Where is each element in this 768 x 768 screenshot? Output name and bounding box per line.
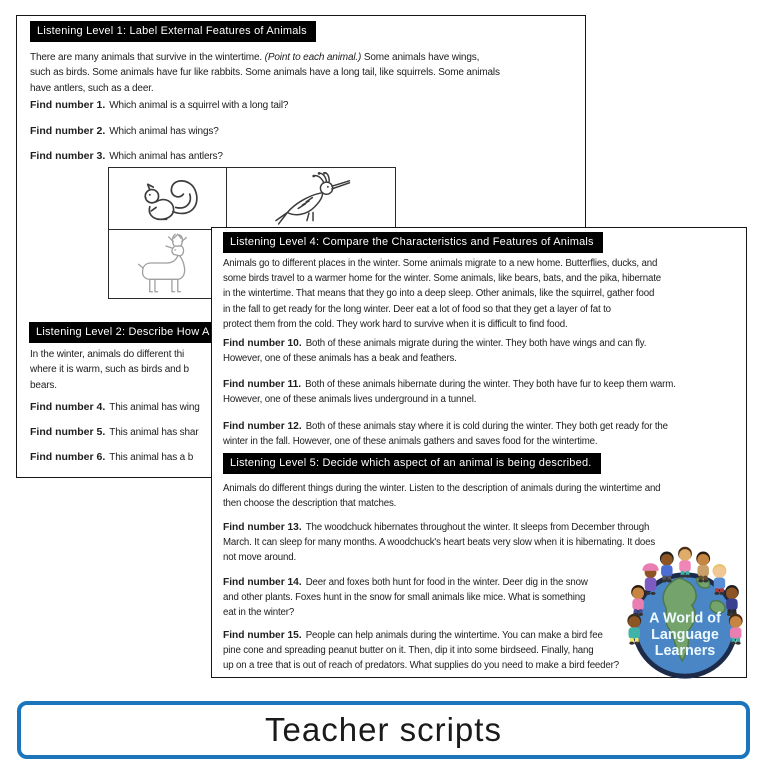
find-text: People can help animals during the wintertime. You can make a bird fee (305, 630, 603, 641)
paragraph-line: in the wintertime. That means that they go into a deep sleep. Other animals, like the squirrel, gather food (223, 288, 655, 300)
find-item-1 (30, 98, 580, 113)
level5-header-label: Listening Level 5: Decide which aspect of an animal is being described. (230, 457, 592, 469)
find-text-line: eat in the winter? (223, 607, 295, 619)
find-text: Both of these animals hibernate during the winter. They both have fur to keep them warm. (305, 379, 676, 390)
paragraph-text: Some animals have wings, (361, 52, 480, 63)
paragraph-line: have antlers, such as a deer. (30, 82, 154, 94)
find-label: Find number 13. (223, 522, 302, 533)
find-label: Find number 12. (223, 421, 302, 432)
paragraph-line (30, 50, 580, 65)
find-item-2 (30, 124, 580, 139)
logo-text (649, 611, 721, 660)
find-label: Find number 5. (30, 426, 106, 438)
globe-icon (618, 544, 752, 682)
paragraph-line: then choose the description that matches. (223, 498, 397, 510)
table-cell-bird (226, 167, 396, 231)
find-text: This animal has a b (109, 452, 194, 463)
paragraph-line: Animals go to different places in the winter. Some animals migrate to a new home. Butterflies, ducks, and (223, 258, 658, 269)
level2-header-label: Listening Level 2: Describe How A (36, 326, 210, 338)
table-cell-deer (108, 229, 228, 299)
find-label: Find number 4. (30, 401, 106, 413)
paragraph-line: in the fall to get ready for the long winter. Deer eat a lot of food so that they get a layer of fat to (223, 303, 611, 315)
find-text: The woodchuck hibernates throughout the winter. It sleeps from December through (305, 522, 650, 533)
table-cell-squirrel (108, 167, 228, 231)
paragraph-line: where it is warm, such as birds and b (30, 364, 189, 376)
find-text: This animal has wing (109, 402, 200, 413)
paragraph-line: some birds travel to a warmer home for the winter. Some animals, like bears, bats, and the pika, hibernate (223, 273, 662, 285)
paragraph-line: protect them from the cold. They work hard to survive when it is difficult to find food. (223, 318, 568, 330)
level5-header-bar (223, 453, 601, 474)
paragraph-line: such as birds. Some animals have fur like rabbits. Some animals have a long tail, like squirrels. Some animals (30, 67, 500, 79)
level4-header-label: Listening Level 4: Compare the Characteristics and Features of Animals (230, 236, 594, 248)
logo-text-line1: A World of (649, 610, 721, 627)
find-label: Find number 6. (30, 451, 106, 463)
find-text: This animal has shar (109, 427, 199, 438)
find-label: Find number 2. (30, 125, 106, 137)
find-item-11 (223, 377, 741, 407)
footer-caption-box (17, 701, 750, 759)
find-text: Deer and foxes both hunt for food in the winter. Deer dig in the snow (305, 577, 588, 588)
find-text: Both of these animals stay where it is cold during the winter. They both get ready for the (305, 421, 668, 432)
find-item-3 (30, 149, 580, 164)
level4-paragraph (223, 256, 741, 332)
paragraph-text: There are many animals that survive in the wintertime. (30, 52, 265, 63)
find-label: Find number 14. (223, 577, 302, 588)
level1-header-bar (30, 21, 316, 42)
squirrel-image (120, 171, 216, 227)
find-item-10 (223, 336, 741, 366)
find-text-line: and other plants. Foxes hunt in the snow for small animals like mice. What is something (223, 592, 586, 604)
find-label: Find number 15. (223, 630, 302, 641)
find-text-line: winter in the fall. However, one of these animals gathers and saves food for the wintertime. (223, 436, 598, 448)
level1-paragraph (30, 50, 580, 96)
find-label: Find number 11. (223, 379, 302, 390)
find-text: Both of these animals migrate during the winter. They both have wings and can fly. (305, 338, 647, 349)
paragraph-line: Animals do different things during the winter. Listen to the description of animals during the wintertime and (223, 483, 661, 494)
footer-caption-label: Teacher scripts (265, 711, 502, 748)
find-text-line: pine cone and spreading peanut butter on it. Then, dip it into some birdseed. Finally, hang (223, 645, 594, 657)
logo-text-line2: Language (651, 626, 719, 643)
find-text-line: up on a tree that is out of reach of predators. What supplies do you need to make a bird feeder? (223, 660, 619, 672)
bird-image (245, 172, 377, 226)
find-text: Which animal is a squirrel with a long tail? (109, 100, 289, 111)
logo-text-line3: Learners (654, 643, 716, 660)
stage-direction-italic: (Point to each animal.) (264, 52, 362, 63)
paragraph-line: bears. (30, 379, 57, 391)
level2-header-bar (29, 322, 219, 343)
find-text-line: However, one of these animals lives underground in a tunnel. (223, 394, 477, 406)
level4-header-bar (223, 232, 603, 253)
find-text-line: not move around. (223, 552, 296, 564)
find-text-line: However, one of these animals has a beak and feathers. (223, 353, 457, 365)
level1-header-label: Listening Level 1: Label External Features of Animals (37, 25, 307, 37)
find-label: Find number 3. (30, 150, 106, 162)
find-text: Which animal has wings? (109, 126, 219, 137)
find-label: Find number 1. (30, 99, 106, 111)
level5-paragraph (223, 481, 741, 511)
find-text-line: March. It can sleep for many months. A woodchuck's heart beats very slow when it is hibernating. It does (223, 537, 656, 549)
find-text: Which animal has antlers? (109, 151, 223, 162)
find-label: Find number 10. (223, 338, 302, 349)
find-item-12 (223, 419, 741, 449)
deer-image (118, 233, 218, 295)
brand-logo (618, 544, 752, 682)
paragraph-line: In the winter, animals do different thi (30, 349, 185, 360)
